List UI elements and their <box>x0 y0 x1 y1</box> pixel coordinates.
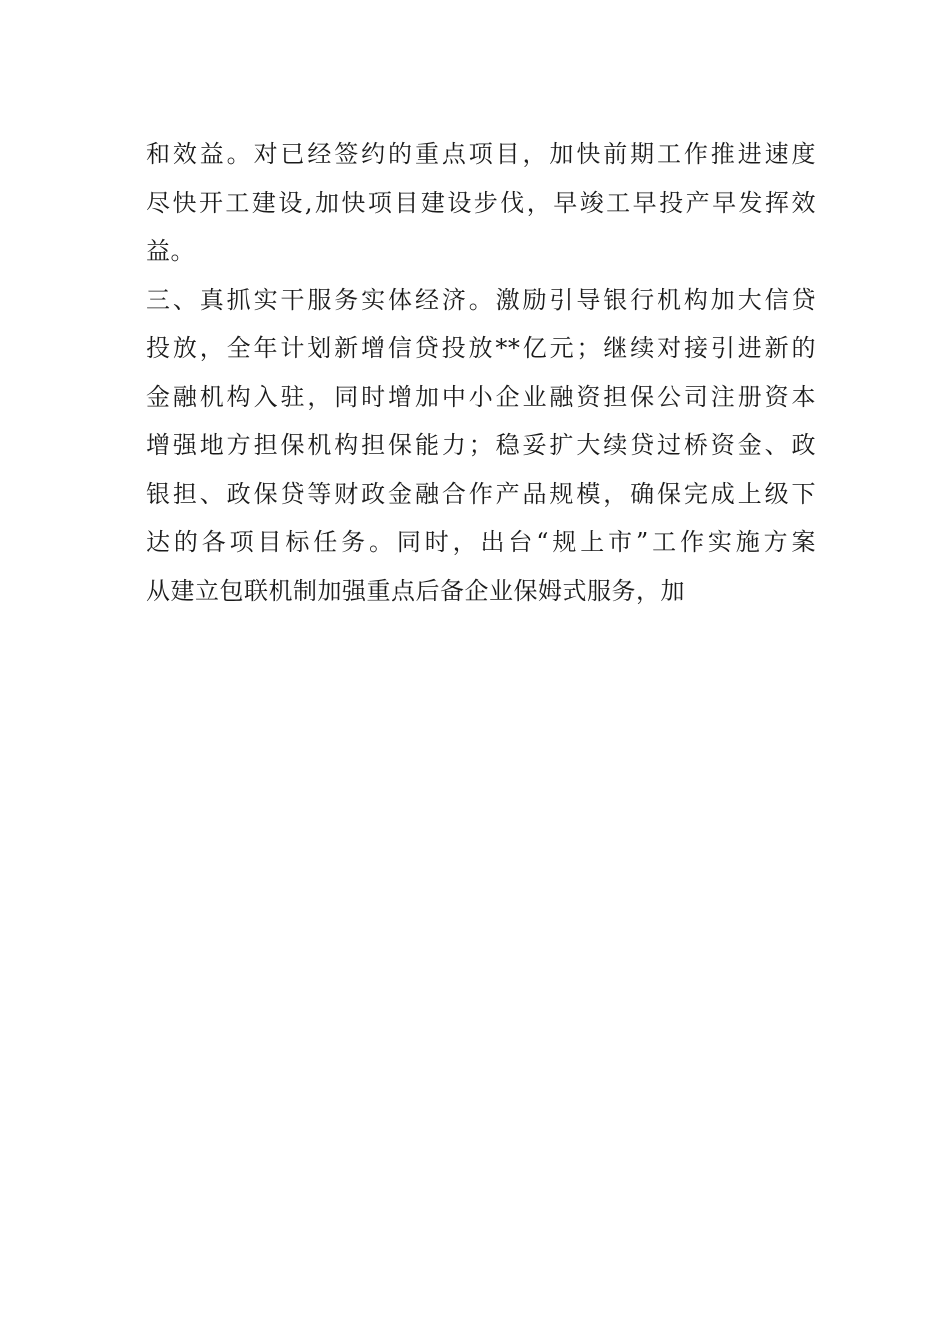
text-line: 益。 <box>146 237 195 265</box>
text-line: 尽快开工建设,加快项目建设步伐，早竣工早投产早发挥效 <box>146 188 816 217</box>
text-line: 投放，全年计划新增信贷投放**亿元；继续对接引进新的 <box>146 334 816 362</box>
text-line: 金融机构入驻，同时增加中小企业融资担保公司注册资本 <box>146 382 816 411</box>
text-line: 从建立包联机制加强重点后备企业保姆式服务，加 <box>146 576 685 605</box>
section-heading-line: 三、真抓实干服务实体经济。激励引导银行机构加大信贷 <box>146 285 816 314</box>
document-body <box>146 130 816 615</box>
text-line: 增强地方担保机构担保能力；稳妥扩大续贷过桥资金、政 <box>146 431 816 459</box>
text-line: 达的各项目标任务。同时，出台“规上市”工作实施方案 <box>146 528 816 556</box>
text-line: 和效益。对已经签约的重点项目，加快前期工作推进速度 <box>146 140 816 168</box>
text-line: 银担、政保贷等财政金融合作产品规模，确保完成上级下 <box>146 479 816 508</box>
